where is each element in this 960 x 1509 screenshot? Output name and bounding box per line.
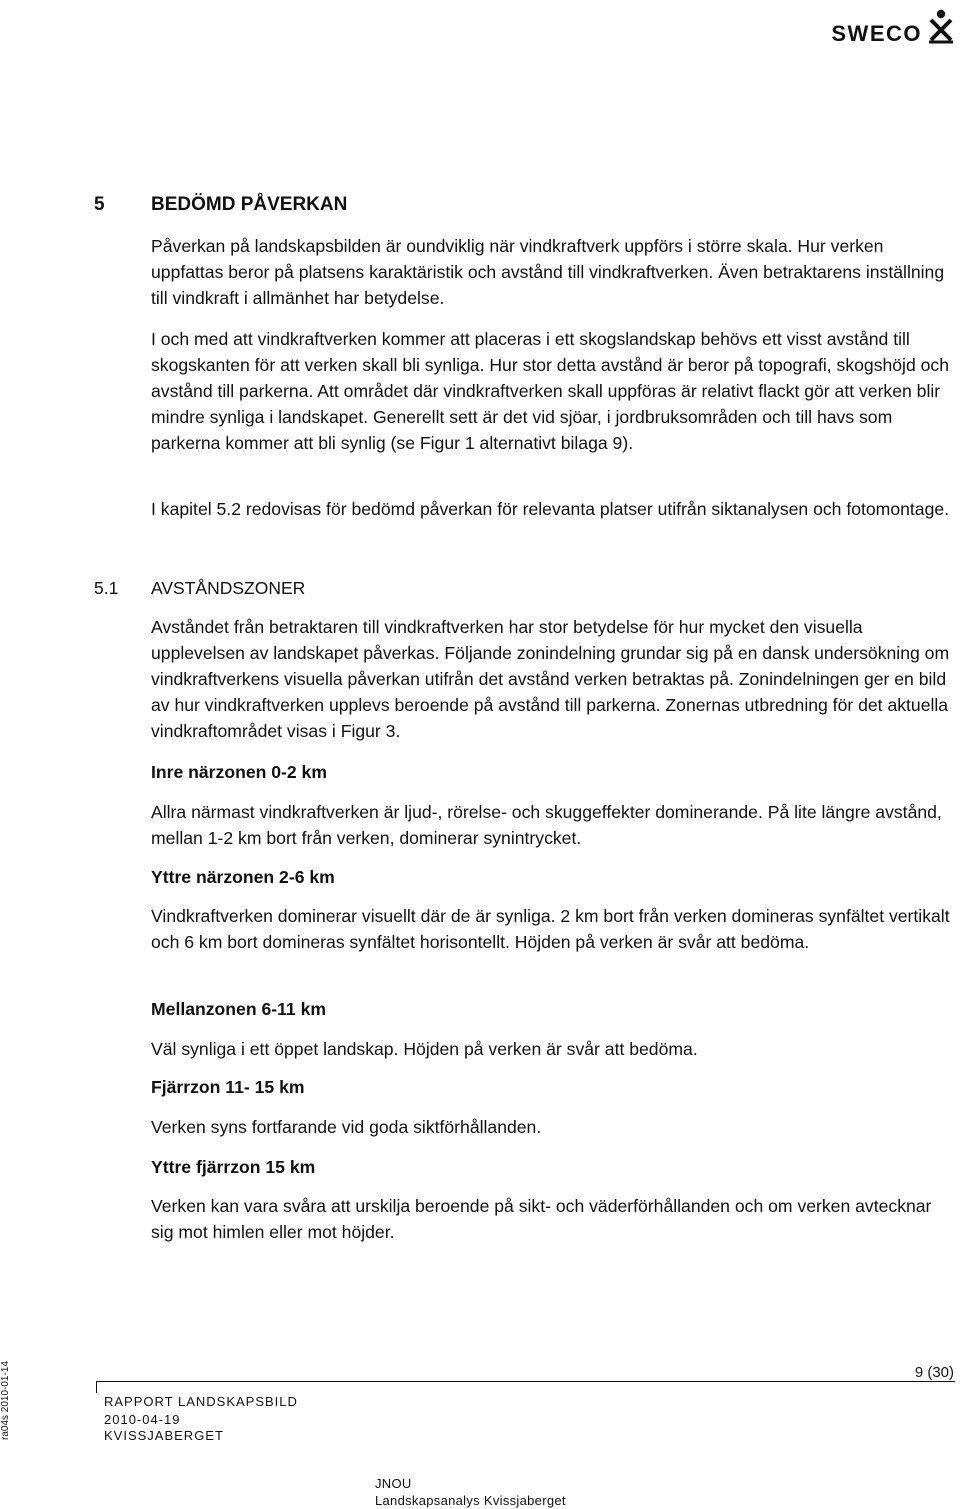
zone-title-5: Yttre fjärrzon 15 km (151, 1157, 316, 1177)
section-paragraph-2: I och med att vindkraftverken kommer att placeras i ett skogslandskap behövs ett visst avstånd till skogskanten för att verken skall bli synliga. Hur stor detta avstånd är beror på topografi, skogshöjd och avstånd till parkerna. Att området där vindkraftverken skall uppföras är relativt flackt gör att verken blir mindre synliga i landskapet. Generellt sett är det vid sjöar, i jordbruksområden och till havs som parkerna kommer att bli synlig (se Figur 1 alternativt bilaga 9). (151, 329, 950, 453)
footer-date: 2010-04-19 (104, 1412, 181, 1427)
section-number: 5 (94, 194, 105, 215)
sweco-mark-icon (926, 8, 956, 44)
footer-location: KVISSJABERGET (104, 1428, 224, 1443)
zone-text-2: Vindkraftverken dominerar visuellt där de är synliga. 2 km bort från verken domineras synfältet vertikalt och 6 km bort domineras synfältet horisontellt. Höjden på verken är svår att bedöma. (151, 906, 950, 952)
footer-divider (96, 1381, 955, 1382)
zone-title-3: Mellanzonen 6-11 km (151, 999, 327, 1019)
company-logo (826, 8, 956, 48)
footer-author: JNOU (375, 1476, 412, 1491)
zone-text-4: Verken syns fortfarande vid goda siktförhållanden. (151, 1117, 542, 1137)
footer-divider-tick (96, 1381, 97, 1393)
subsection-title: AVSTÅNDSZONER (151, 578, 306, 598)
subsection-intro: Avståndet från betraktaren till vindkraftverken har stor betydelse för hur mycket den visuella upplevelsen av landskapet påverkas. Följande zonindelning grundar sig på en dansk undersökning om vindkraftverkens visuella påverkan utifrån det avstånd verken betraktas på. Zonindelningen ger en bild av hur vindkraftverken upplevs beroende på avstånd till parkerna. Zonernas utbredning för det aktuella vindkraftområdet visas i Figur 3. (151, 617, 950, 741)
zone-title-1: Inre närzonen 0-2 km (151, 762, 327, 782)
section-paragraph-1: Påverkan på landskapsbilden är oundviklig när vindkraftverk uppförs i större skala. Hur verken uppfattas beror på platsens karaktäristik och avstånd till vindkraftverken. Även betraktarens inställning till vindkraft i allmänhet har betydelse. (151, 236, 945, 308)
zone-text-1: Allra närmast vindkraftverken är ljud-, rörelse- och skuggeffekter dominerande. På lite längre avstånd, mellan 1-2 km bort från verken, dominerar synintrycket. (151, 802, 942, 848)
subsection-number: 5.1 (94, 578, 119, 598)
zone-title-4: Fjärrzon 11- 15 km (151, 1077, 305, 1097)
side-stamp: ra04s 2010-01-14 (0, 1361, 11, 1440)
footer-report: RAPPORT LANDSKAPSBILD (104, 1394, 298, 1409)
page-number: 9 (30) (914, 1364, 954, 1381)
zone-text-3: Väl synliga i ett öppet landskap. Höjden på verken är svår att bedöma. (151, 1039, 698, 1059)
logo-text: SWECO (831, 21, 922, 46)
zone-text-5: Verken kan vara svåra att urskilja beroende på sikt- och väderförhållanden och om verken avtecknar sig mot himlen eller mot höjder. (151, 1196, 932, 1242)
section-title: BEDÖMD PÅVERKAN (151, 194, 348, 215)
footer-document: Landskapsanalys Kvissjaberget (375, 1493, 566, 1508)
section-paragraph-3: I kapitel 5.2 redovisas för bedömd påverkan för relevanta platser utifrån siktanalysen och fotomontage. (151, 499, 950, 519)
zone-title-2: Yttre närzonen 2-6 km (151, 867, 335, 887)
